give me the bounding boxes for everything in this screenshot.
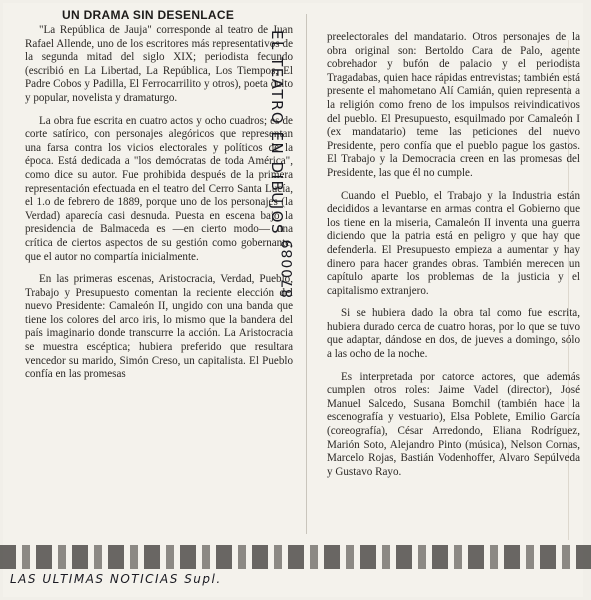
handwritten-code: 870089 xyxy=(280,238,296,298)
left-paragraph-1: "La República de Jauja" corresponde al teatro de Juan Rafael Allende, uno de los escritores más representativos de la segunda mitad del siglo XIX; periodista fecundo (escribió en La Libertad, La República, Los Tiempos, El Padre Cobos y Padilla, El Ferrocarrilito y otros), poeta culto y popular, novelista y dramaturgo. xyxy=(25,24,293,104)
right-paragraph-2: Cuando el Pueblo, el Trabajo y la Industria están decididos a levantarse en armas contra el Gobierno que los tiene en la miseria, Camaleón II inventa una guerra diciendo que la patria está en peligro y que hay que defenderla. El Presupuesto empieza a aumentar y hay dinero para hacer grandes obras. También merecen un capítulo aparte los problemas de la justicia y el capitalismo extranjero. xyxy=(327,189,580,297)
left-paragraph-3: En las primeras escenas, Aristocracia, Verdad, Pueblo, Trabajo y Presupuesto comentan la reciente elección del nuevo Presidente: Camaleón II, ungido con una banda que tiene los colores del arco iris, lo mismo que la bandera del país imaginario donde transcurre la acción. La Aristocracia se muestra escéptica; hubiera preferido que resultara vencedor su marido, Simón Creso, un capitalista. El Pueblo confía en las promesas xyxy=(25,273,293,381)
handwritten-section-title: EL TEATRO EN DIBUJOS xyxy=(268,30,286,235)
column-divider xyxy=(306,14,307,534)
left-paragraph-2: La obra fue escrita en cuatro actos y ocho cuadros; es de corte satírico, con personajes alegóricos que representan una farsa contra los vicios electorales y políticos de la época. Está dedicada a "los demócratas de toda América", como dice su autor. Fue prohibida después de la primera representación efectuada en el teatro del Cerro Santa Lucía, el 1.o de febrero de 1889, porque uno de los personajes (la Verdad) aparecía casi desnuda. Puesta en escena bajo la presidencia de Balmaceda es —en cierto modo— una crítica de ciertos aspectos de su gestión como gobernante, que el autor no compartía inicialmente. xyxy=(25,114,293,263)
right-paragraph-1: preelectorales del mandatario. Otros personajes de la obra original son: Bertoldo Cara de Palo, agente cobrehador y bufón de palacio y el periodista Tragadabas, quien hace rápidas entrevistas; también está presente el mahometano Alí Camián, quien representa a la religión como freno de los impulsos reivindicativos del pueblo. El Presupuesto, esquilmado por Camaleón I (ex mandatario) teme las peticiones del nuevo Presidente, pero confía que el pueblo pague los gastos. El Trabajo y la Democracia creen en las promesas del Presidente, las que él no cumple. xyxy=(327,31,580,179)
article-headline: UN DRAMA SIN DESENLACE xyxy=(62,8,235,22)
right-column xyxy=(327,31,580,488)
right-paragraph-4: Es interpretada por catorce actores, que además cumplen otros roles: Jaime Vadel (director), José Manuel Salcedo, Susana Bomchil (también hace la escenografía y vestuario), Elsa Poblete, Emilio García (coreografía), César Arredondo, Eliana Rodríguez, Marión Soto, Alejandro Pinto (música), Nelson Cornas, Marcelo Rojas, Bastián Vodenhoffer, Alvaro Sepúlveda y Gustavo Rayo. xyxy=(327,370,580,478)
left-column xyxy=(25,24,293,391)
right-paragraph-3: Si se hubiera dado la obra tal como fue escrita, hubiera durado cerca de cuatro horas, por lo que se tuvo que adaptar, dándose en dos, de jueves a domingo, sólo a las ocho de la noche. xyxy=(327,307,580,361)
torn-masthead-strip xyxy=(0,545,591,569)
handwritten-source: LAS ULTIMAS NOTICIAS Supl. xyxy=(10,572,222,586)
